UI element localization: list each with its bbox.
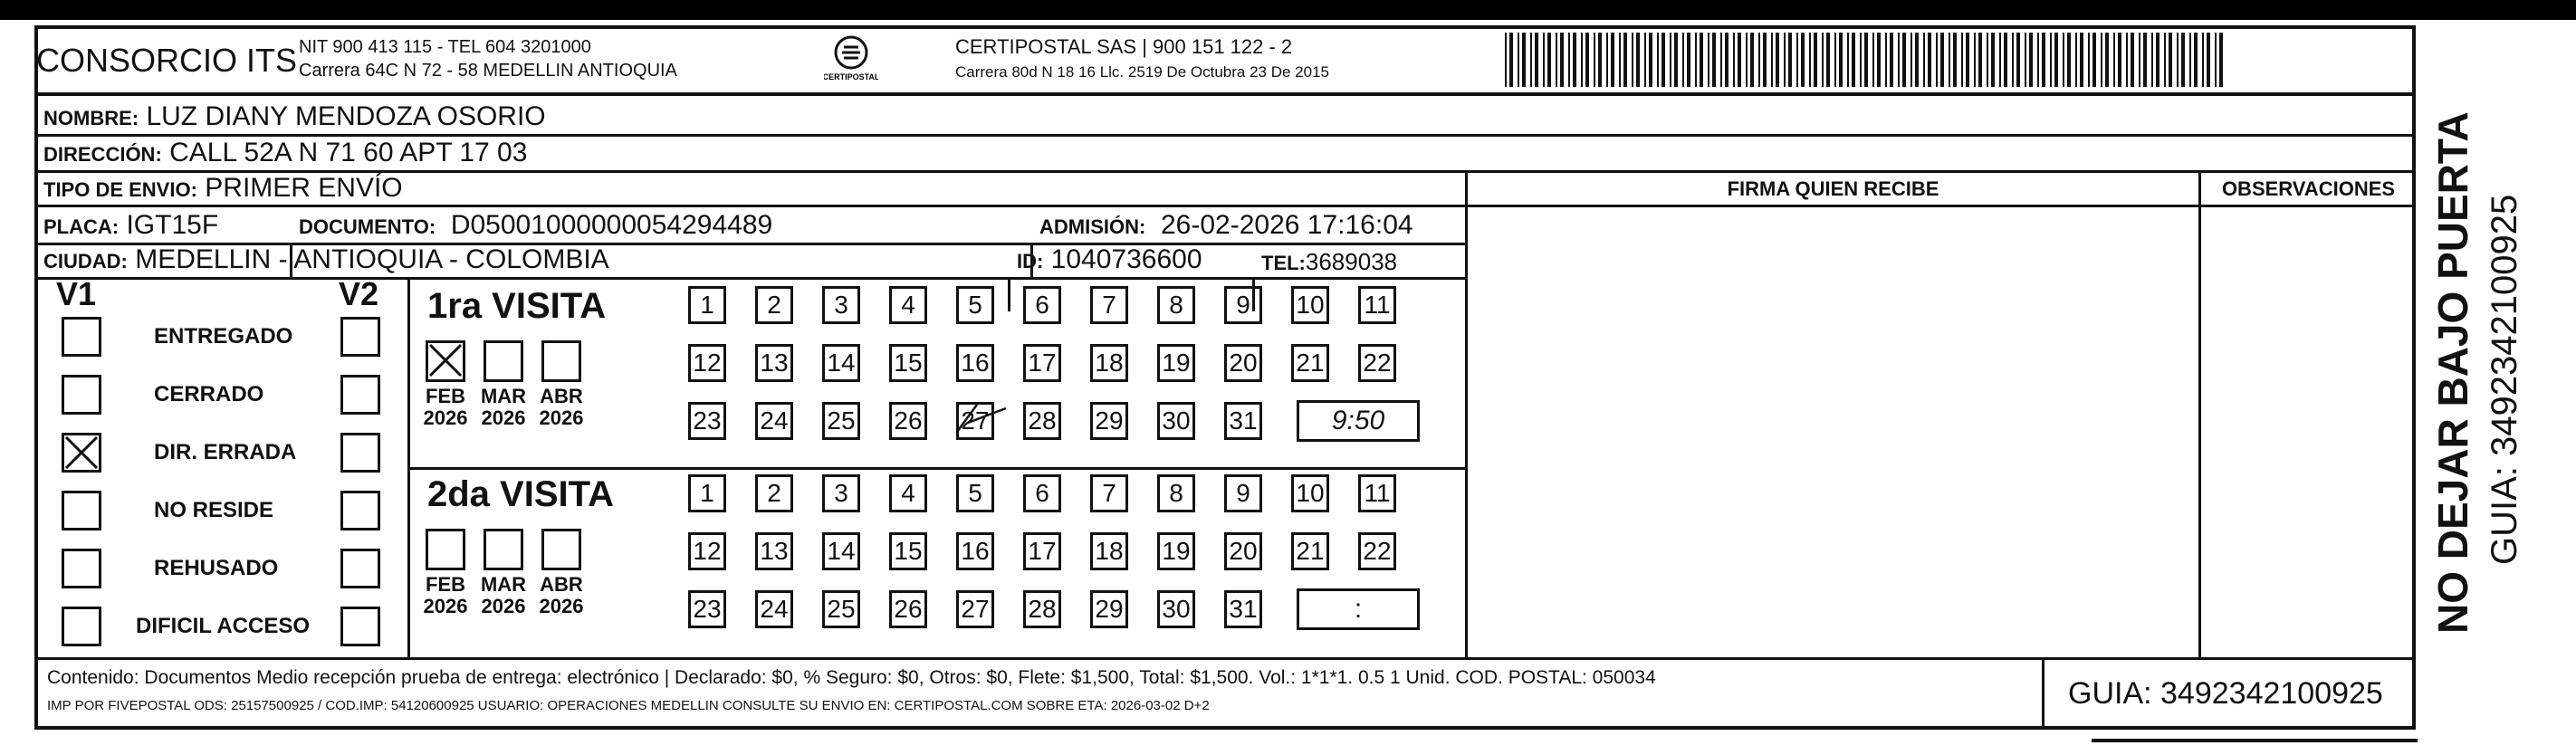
visit2-day[interactable]: 26	[889, 590, 927, 628]
visit2-day[interactable]: 12	[688, 532, 726, 570]
v1-checkbox[interactable]	[62, 607, 101, 646]
barcode-bar	[1763, 33, 1767, 87]
barcode-bar	[1649, 33, 1652, 87]
visit2-day[interactable]: 4	[889, 474, 927, 512]
v2-checkbox[interactable]	[340, 607, 380, 646]
barcode-bar	[1568, 33, 1570, 87]
visit2-day[interactable]: 9	[1224, 474, 1262, 512]
visit1-day[interactable]: 20	[1224, 344, 1262, 382]
admision-value: 26-02-2026 17:16:04	[1161, 210, 1413, 240]
side-guia: GUIA: 3492342100925	[2485, 194, 2524, 565]
tipo-row	[43, 173, 403, 205]
barcode-bar	[2050, 33, 2052, 87]
visit1-day[interactable]: 10	[1291, 286, 1329, 324]
certipostal-logo-icon	[824, 33, 878, 87]
visit2-day[interactable]: 1	[688, 474, 726, 512]
bottom-rule	[2092, 739, 2418, 742]
barcode-bar	[1738, 33, 1741, 87]
visit1-day[interactable]: 17	[1023, 344, 1061, 382]
barcode-bar	[2126, 33, 2128, 87]
visit1-day[interactable]: 5	[956, 286, 994, 324]
barcode-bar	[1674, 33, 1678, 87]
v2-checkbox[interactable]	[340, 433, 380, 473]
v1-header: V1	[56, 275, 97, 312]
barcode-bar	[2156, 33, 2159, 87]
status-label: DIFICIL ACCESO	[136, 614, 311, 638]
barcode-bar	[2181, 33, 2185, 87]
admision-row	[1039, 210, 1413, 243]
visit1-day[interactable]: 28	[1023, 402, 1061, 440]
barcode-bar	[2118, 33, 2121, 87]
barcode-bar	[1974, 33, 1976, 87]
col-line	[2198, 170, 2201, 657]
barcode-bar	[1594, 33, 1595, 87]
status-label: ENTREGADO	[154, 324, 293, 349]
visit2-day[interactable]: 17	[1023, 532, 1061, 570]
barcode-bar	[1902, 33, 1906, 87]
barcode-bar	[1784, 33, 1786, 87]
barcode-bar	[2105, 33, 2109, 87]
guia-number: GUIA: 3492342100925	[2068, 676, 2383, 711]
visit1-day[interactable]: 29	[1090, 402, 1128, 440]
barcode-bar	[1682, 33, 1684, 87]
row-line	[34, 277, 1465, 280]
barcode-bar	[1530, 33, 1532, 87]
barcode-bar	[2080, 33, 2083, 87]
company-name: CONSORCIO ITS	[36, 42, 298, 79]
tel-value: 3689038	[1305, 248, 1398, 275]
barcode-bar	[1940, 33, 1944, 87]
barcode-bar	[2042, 33, 2045, 87]
barcode-bar	[2151, 33, 2153, 87]
v2-header: V2	[339, 275, 379, 312]
barcode-bar	[1598, 33, 1602, 87]
barcode-bar	[1872, 33, 1874, 87]
barcode-bar	[1758, 33, 1760, 87]
barcode-bar	[1923, 33, 1925, 87]
barcode-bar	[2194, 33, 2198, 87]
placa-row	[43, 210, 218, 243]
visit2-day[interactable]: 3	[822, 474, 860, 512]
carrier-address: Carrera 80d N 18 16 Llc. 2519 De Octubra 23 De 2015	[955, 63, 1329, 81]
status-label: DIR. ERRADA	[154, 440, 297, 464]
barcode-bar	[2164, 33, 2166, 87]
visit1-day[interactable]: 13	[755, 344, 793, 382]
barcode-bar	[1809, 33, 1811, 87]
barcode-bar	[1966, 33, 1969, 87]
visit2-day[interactable]: 21	[1291, 532, 1329, 570]
visit1-month-checkbox[interactable]	[426, 340, 465, 382]
visit1-month-name: MAR	[480, 385, 527, 407]
barcode-bar	[1910, 33, 1912, 87]
barcode-bar	[1556, 33, 1557, 87]
visit2-month-checkbox[interactable]	[426, 529, 465, 570]
barcode-bar	[2177, 33, 2179, 87]
barcode-bar	[1661, 33, 1665, 87]
barcode-bar	[1776, 33, 1779, 87]
barcode-bar	[2004, 33, 2007, 87]
visit1-month-label	[534, 386, 589, 429]
visit2-day[interactable]: 27	[956, 590, 994, 628]
barcode-bar	[1611, 33, 1614, 87]
visit2-day[interactable]: 31	[1224, 590, 1262, 628]
id-row	[1017, 244, 1202, 277]
visit2-day[interactable]: 20	[1224, 532, 1262, 570]
id-label: ID:	[1017, 250, 1044, 272]
visit1-day[interactable]: 18	[1090, 344, 1128, 382]
visit2-day[interactable]: 11	[1358, 474, 1396, 512]
barcode-bar	[2063, 33, 2064, 87]
visit1-month-label	[476, 386, 531, 429]
barcode-bar	[1885, 33, 1887, 87]
status-label: NO RESIDE	[154, 498, 274, 522]
v2-checkbox[interactable]	[340, 375, 380, 415]
documento-label: DOCUMENTO:	[299, 215, 436, 238]
visit1-month-checkbox[interactable]	[484, 340, 523, 382]
barcode-bar	[2131, 33, 2134, 87]
barcode-bar	[1619, 33, 1621, 87]
barcode-bar	[2075, 33, 2077, 87]
barcode-bar	[1949, 33, 1950, 87]
company-address: Carrera 64C N 72 - 58 MEDELLIN ANTIOQUIA	[299, 61, 677, 81]
barcode-bar	[1725, 33, 1729, 87]
barcode-bar	[1712, 33, 1716, 87]
barcode-bar	[1518, 33, 1519, 87]
barcode-bar	[2025, 33, 2026, 87]
visit2-month-checkbox[interactable]	[484, 529, 523, 570]
visit1-day[interactable]: 16	[956, 344, 994, 382]
barcode-bar	[1535, 33, 1538, 87]
row-line	[34, 134, 2416, 137]
ciudad-value: MEDELLIN - ANTIOQUIA - COLOMBIA	[135, 244, 609, 274]
visit1-day[interactable]: 30	[1157, 402, 1195, 440]
nombre-row	[43, 101, 546, 134]
visit2-day[interactable]: 23	[688, 590, 726, 628]
v1-checkbox[interactable]	[62, 433, 101, 473]
barcode-bar	[2016, 33, 2020, 87]
barcode-bar	[1928, 33, 1931, 87]
barcode-bar	[2092, 33, 2096, 87]
visit2-day[interactable]: 24	[755, 590, 793, 628]
col-line	[1465, 170, 1468, 657]
barcode-bar	[1581, 33, 1583, 87]
v1-checkbox[interactable]	[62, 491, 101, 530]
barcode-bar	[2189, 33, 2191, 87]
visit2-day[interactable]: 22	[1358, 532, 1396, 570]
status-label: CERRADO	[154, 382, 264, 406]
visit2-day[interactable]: 6	[1023, 474, 1061, 512]
barcode-bar	[1695, 33, 1697, 87]
visit1-month-name: FEB	[426, 385, 465, 407]
documento-row	[299, 210, 772, 243]
firma-header: FIRMA QUIEN RECIBE	[1727, 177, 1939, 200]
documento-value: D05001000000054294489	[450, 210, 773, 240]
v2-checkbox[interactable]	[340, 491, 380, 530]
barcode-bar	[1987, 33, 1988, 87]
barcode-bar	[1860, 33, 1862, 87]
top-border	[0, 0, 2576, 20]
admision-label: ADMISIÓN:	[1039, 215, 1146, 238]
barcode-bar	[1961, 33, 1963, 87]
barcode-bar	[1746, 33, 1748, 87]
visit2-day[interactable]: 16	[956, 532, 994, 570]
visit2-title: 2da VISITA	[427, 474, 614, 514]
visit2-month-name: MAR	[480, 573, 527, 596]
visit1-time-box[interactable]: 9:50	[1297, 400, 1420, 442]
visit1-day[interactable]: 23	[688, 402, 726, 440]
footer-divider	[34, 657, 2416, 660]
visit1-day[interactable]: 2	[755, 286, 793, 324]
barcode-bar	[1991, 33, 1995, 87]
barcode-bar	[1814, 33, 1817, 87]
barcode-bar	[2202, 33, 2204, 87]
barcode-bar	[1978, 33, 1982, 87]
barcode-bar	[1644, 33, 1646, 87]
observaciones-header: OBSERVACIONES	[2221, 177, 2396, 200]
barcode-bar	[1700, 33, 1703, 87]
visit2-month-year: 2026	[481, 595, 526, 617]
visit1-day[interactable]: 6	[1023, 286, 1061, 324]
visit2-day[interactable]: 14	[822, 532, 860, 570]
visit1-day[interactable]: 12	[688, 344, 726, 382]
visit2-month-name: FEB	[426, 573, 465, 596]
visit1-month-year: 2026	[423, 406, 468, 429]
v2-checkbox[interactable]	[340, 549, 380, 588]
tipo-label: TIPO DE ENVIO:	[43, 178, 197, 201]
visit2-time-box[interactable]: :	[1297, 588, 1420, 630]
barcode-bar	[1623, 33, 1627, 87]
col-line	[407, 277, 410, 657]
barcode-bar	[2067, 33, 2071, 87]
v1-checkbox[interactable]	[62, 317, 101, 357]
barcode-bar	[1864, 33, 1868, 87]
visit2-month-name: ABR	[540, 573, 583, 596]
visit2-month-label	[418, 574, 473, 617]
visit1-day[interactable]: 9	[1224, 286, 1262, 324]
visit2-month-year: 2026	[423, 595, 468, 617]
barcode-bar	[1606, 33, 1608, 87]
id-value: 1040736600	[1050, 244, 1202, 274]
company-nit: NIT 900 413 115 - TEL 604 3201000	[299, 37, 591, 57]
v2-checkbox[interactable]	[340, 317, 380, 357]
col-line	[1008, 277, 1010, 311]
direccion-label: DIRECCIÓN:	[43, 143, 162, 166]
status-label: REHUSADO	[154, 556, 279, 580]
barcode-bar	[1852, 33, 1855, 87]
nombre-label: NOMBRE:	[43, 107, 139, 129]
barcode-bar	[1585, 33, 1589, 87]
barcode-bar	[1839, 33, 1843, 87]
barcode-bar	[2037, 33, 2039, 87]
visit1-day[interactable]: 22	[1358, 344, 1396, 382]
visit1-day[interactable]: 19	[1157, 344, 1195, 382]
visit2-day[interactable]: 2	[755, 474, 793, 512]
visit2-day[interactable]: 10	[1291, 474, 1329, 512]
nombre-value: LUZ DIANY MENDOZA OSORIO	[146, 101, 546, 131]
v1-checkbox[interactable]	[62, 375, 101, 415]
visit2-day[interactable]: 7	[1090, 474, 1128, 512]
visit2-day[interactable]: 13	[755, 532, 793, 570]
placa-label: PLACA:	[43, 215, 120, 238]
visit1-day[interactable]: 7	[1090, 286, 1128, 324]
barcode-bar	[2088, 33, 2090, 87]
barcode-bar	[2012, 33, 2014, 87]
visit1-month-year: 2026	[539, 406, 584, 429]
barcode-bar	[1834, 33, 1836, 87]
v1-checkbox[interactable]	[62, 549, 101, 588]
ciudad-label: CIUDAD:	[43, 250, 128, 272]
barcode-bar	[1953, 33, 1957, 87]
visit1-day[interactable]: 8	[1157, 286, 1195, 324]
visit2-month-year: 2026	[539, 595, 584, 617]
barcode-bar	[1801, 33, 1805, 87]
visit1-day[interactable]: 3	[822, 286, 860, 324]
barcode-bar	[1788, 33, 1792, 87]
barcode-bar	[1847, 33, 1849, 87]
visit1-day[interactable]: 15	[889, 344, 927, 382]
barcode-bar	[2143, 33, 2147, 87]
footer-contents: Contenido: Documentos Medio recepción prueba de entrega: electrónico | Declarado: $0, % Seguro: $0, Otros: $0, Flete: $1,500, Total: $1,500. Vol.: 1*1*1. 0.5 1 Unid. COD. POSTAL: 050034	[47, 667, 1656, 688]
visit2-month-label	[534, 574, 589, 617]
barcode-bar	[1547, 33, 1551, 87]
carrier-name: CERTIPOSTAL SAS | 900 151 122 - 2	[955, 35, 1293, 58]
visit2-month-checkbox[interactable]	[541, 529, 581, 570]
tel-row	[1261, 246, 1397, 279]
visit1-month-label	[418, 386, 473, 429]
tipo-value: PRIMER ENVÍO	[205, 173, 403, 203]
visit2-day[interactable]: 25	[822, 590, 860, 628]
barcode-bar	[2101, 33, 2102, 87]
visit1-day[interactable]: 31	[1224, 402, 1262, 440]
visit2-month-label	[476, 574, 531, 617]
logo-text: CERTIPOSTAL	[824, 72, 878, 81]
visit1-month-checkbox[interactable]	[541, 340, 581, 382]
visit2-day[interactable]: 29	[1090, 590, 1128, 628]
ciudad-row	[43, 244, 609, 277]
direccion-value: CALL 52A N 71 60 APT 17 03	[169, 138, 528, 167]
barcode-bar	[1915, 33, 1919, 87]
barcode-bar	[2169, 33, 2172, 87]
visit1-day[interactable]: 25	[822, 402, 860, 440]
side-warning: NO DEJAR BAJO PUERTA	[2429, 111, 2476, 634]
direccion-row	[43, 138, 527, 170]
barcode-bar	[1898, 33, 1900, 87]
visit1-day[interactable]: 11	[1358, 286, 1396, 324]
visit2-day[interactable]: 28	[1023, 590, 1061, 628]
barcode-bar	[2219, 33, 2223, 87]
barcode-bar	[1522, 33, 1526, 87]
visit1-day[interactable]: 14	[822, 344, 860, 382]
visit1-title: 1ra VISITA	[427, 286, 607, 326]
row-line	[1465, 205, 2416, 207]
visit1-month-year: 2026	[481, 406, 526, 429]
tel-label: TEL:	[1261, 252, 1306, 274]
barcode-icon	[1505, 33, 2225, 87]
placa-value: IGT15F	[126, 210, 219, 240]
visit2-day[interactable]: 18	[1090, 532, 1128, 570]
visit1-day[interactable]: 26	[889, 402, 927, 440]
barcode-bar	[1720, 33, 1722, 87]
barcode-bar	[1826, 33, 1830, 87]
barcode-bar	[2215, 33, 2217, 87]
barcode-bar	[1999, 33, 2001, 87]
visit2-day[interactable]: 8	[1157, 474, 1195, 512]
barcode-bar	[1733, 33, 1735, 87]
visit2-day[interactable]: 19	[1157, 532, 1195, 570]
barcode-bar	[1750, 33, 1754, 87]
barcode-bar	[2029, 33, 2033, 87]
visit-divider	[407, 467, 1465, 470]
barcode-bar	[1560, 33, 1564, 87]
barcode-bar	[1877, 33, 1881, 87]
barcode-bar	[1771, 33, 1773, 87]
visit1-month-name: ABR	[540, 385, 583, 407]
visit1-day[interactable]: 21	[1291, 344, 1329, 382]
barcode-bar	[1632, 33, 1633, 87]
barcode-bar	[1636, 33, 1640, 87]
barcode-bar	[1822, 33, 1824, 87]
visit2-day[interactable]: 15	[889, 532, 927, 570]
visit1-day[interactable]: 4	[889, 286, 927, 324]
barcode-bar	[2139, 33, 2140, 87]
barcode-bar	[1509, 33, 1513, 87]
barcode-bar	[1687, 33, 1690, 87]
visit2-day[interactable]: 5	[956, 474, 994, 512]
barcode-bar	[2054, 33, 2058, 87]
barcode-bar	[1936, 33, 1938, 87]
barcode-bar	[2207, 33, 2210, 87]
footer-print-info: IMP POR FIVEPOSTAL ODS: 25157500925 / COD.IMP: 54120600925 USUARIO: OPERACIONES MEDELLIN CONSULTE SU ENVIO EN: CERTIPOSTAL.COM SOBRE ETA: 2026-03-02 D+2	[47, 698, 1210, 713]
visit1-day[interactable]: 24	[755, 402, 793, 440]
barcode-bar	[1505, 33, 1507, 87]
barcode-bar	[2113, 33, 2115, 87]
visit2-day[interactable]: 30	[1157, 590, 1195, 628]
barcode-bar	[1708, 33, 1709, 87]
visit1-day[interactable]: 1	[688, 286, 726, 324]
barcode-bar	[1890, 33, 1893, 87]
barcode-bar	[1543, 33, 1545, 87]
barcode-bar	[1670, 33, 1671, 87]
barcode-bar	[1796, 33, 1798, 87]
barcode-bar	[1657, 33, 1659, 87]
visit1-day[interactable]: 27	[956, 402, 994, 440]
barcode-bar	[1573, 33, 1576, 87]
col-line	[2042, 657, 2045, 730]
